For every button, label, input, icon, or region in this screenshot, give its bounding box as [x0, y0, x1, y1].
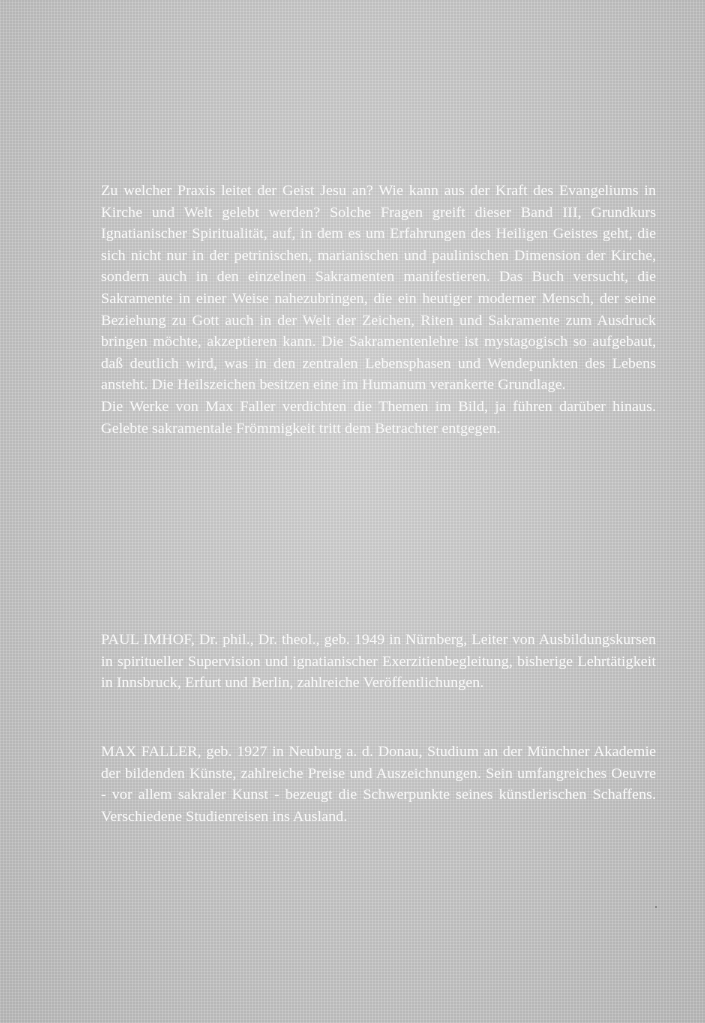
blurb-paragraph: Zu welcher Praxis leitet der Geist Jesu an? Wie kann aus der Kraft des Evangeliums in Kirche und Welt gelebt werden? Solche Fragen greift dieser Band III, Grundkurs Ignatianischer Spiritualität, auf, in dem es um Erfahrungen des Heiligen Geistes geht, die sich nicht nur in der petrinischen, marianischen und paulinischen Dimension der Kirche, sondern auch in den einzelnen Sakramenten manifestieren. Das Buch versucht, die Sakramente in einer Weise nahezubringen, die ein heutiger moderner Mensch, der seine Beziehung zu Gott auch in der Welt der Zeichen, Riten und Sakramente zum Ausdruck bringen möchte, akzeptieren kann. Die Sakramentenlehre ist mystagogisch so aufgebaut, daß deutlich wird, was in den zentralen Lebensphasen und Wendepunkten des Lebens ansteht. Die Heilszeichen besitzen eine im Humanum verankerte Grundlage. — [101, 182, 656, 394]
paper-speck — [655, 906, 657, 908]
author-bio-text: MAX FALLER, geb. 1927 in Neuburg a. d. Donau, Studium an der Münchner Akademie der bildenden Künste, zahlreiche Preise und Auszeichnungen. Sein umfangreiches Oeuvre - vor allem sakraler Kunst - bezeugt die Schwerpunkte seines künstlerischen Schaffens. Verschiedene Studienreisen ins Ausland. — [101, 743, 656, 825]
author-bio-faller — [101, 741, 656, 827]
author-bio-imhof — [101, 629, 656, 694]
book-blurb — [101, 180, 656, 439]
author-bio-text: PAUL IMHOF, Dr. phil., Dr. theol., geb. 1949 in Nürnberg, Leiter von Ausbildungskursen in spiritueller Supervision und ignatianischer Exerzitienbegleitung, bisherige Lehrtätigkeit in Innsbruck, Erfurt und Berlin, zahlreiche Veröffentlichungen. — [101, 631, 656, 692]
blurb-paragraph: Die Werke von Max Faller verdichten die Themen im Bild, ja führen darüber hinaus. Gelebte sakramentale Frömmigkeit tritt dem Betrachter entgegen. — [101, 397, 656, 437]
